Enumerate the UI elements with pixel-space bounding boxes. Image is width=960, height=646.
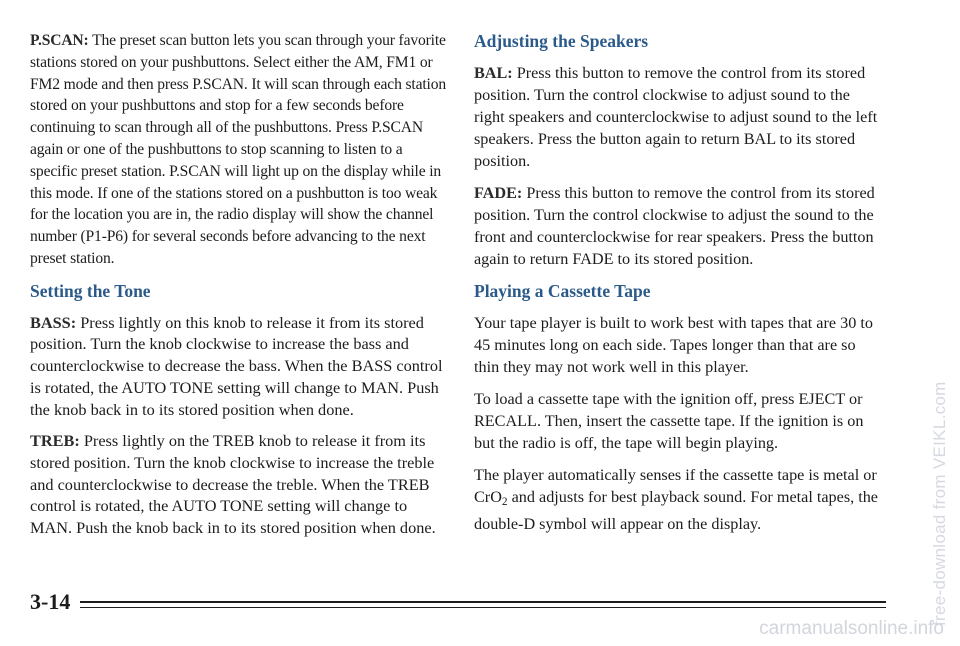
bottom-watermark: carmanualsonline.info: [759, 618, 944, 639]
right-column: [474, 30, 884, 545]
tone-heading: Setting the Tone: [30, 280, 151, 301]
bal-term: BAL:: [474, 64, 513, 82]
cassette-paragraph-2: To load a cassette tape with the ignition off, press EJECT or RECALL. Then, insert the cassette tape. If the ignition is on but the radio is off, the tape will begin playing.: [474, 390, 864, 452]
cassette-heading: Playing a Cassette Tape: [474, 281, 651, 301]
treb-term: TREB:: [30, 431, 80, 451]
fade-text: Press this button to remove the control from its stored position. Turn the control clockwise to adjust the sound to the front and counterclockwise for rear speakers. Press the button again to return FADE to its stored position.: [474, 184, 875, 268]
pscan-text: The preset scan button lets you scan through your favorite stations stored on your pushbuttons. Select either the AM, FM1 or FM2 mode and then press P.SCAN. It will scan through each station stored on your pushbuttons and stop for a few seconds before continuing to scan through all of the pushbuttons. Press P.SCAN again or one of the pushbuttons to stop scanning to listen to a specific preset station. P.SCAN will light up on the display while in this mode. If one of the stations stored on a pushbutton is too weak for the location you are in, the radio display will show the channel number (P1-P6) for several seconds before advancing to the next preset station.: [30, 32, 447, 267]
cassette-paragraph-1: Your tape player is built to work best with tapes that are 30 to 45 minutes long on each side. Tapes longer than that are so thin they may not work well in this player.: [474, 314, 873, 376]
treb-text: Press lightly on the TREB knob to release it from its stored position. Turn the knob clockwise to increase the treble and counterclockwise to decrease the treble. When the TREB control is rotated, the AUTO TONE setting will change to MAN. Push the knob back in to its stored position when done.: [30, 431, 436, 538]
fade-term: FADE:: [474, 184, 523, 202]
footer-rule-thick: [80, 601, 886, 603]
bass-text: Press lightly on this knob to release it from its stored position. Turn the knob clockwise to increase the bass and counterclockwise to decrease the bass. When the BASS control is rotated, the AUTO TONE setting will change to MAN. Push the knob back in to its stored position when done.: [30, 312, 443, 419]
bass-term: BASS:: [30, 312, 77, 332]
footer-rule-thin: [80, 607, 886, 608]
bass-paragraph: [30, 312, 450, 421]
speakers-heading: Adjusting the Speakers: [474, 31, 649, 51]
pscan-paragraph: [30, 30, 450, 270]
cassette-text-after: and adjusts for best playback sound. For metal tapes, the double-D symbol will appear on the display.: [474, 488, 878, 533]
bal-text: Press this button to remove the control from its stored position. Turn the control clockwise to adjust sound to the right speakers and counterclockwise to adjust sound to the left speakers. Press the button again to return BAL to its stored position.: [474, 64, 878, 170]
fade-paragraph: [474, 182, 884, 270]
treb-paragraph: [30, 430, 450, 539]
left-column: [30, 30, 450, 549]
side-watermark: free-download from VEIKL.com: [930, 381, 949, 626]
cassette-paragraph-3: [474, 464, 884, 535]
pscan-term: P.SCAN:: [30, 32, 89, 49]
page-number: 3-14: [30, 589, 71, 614]
bal-paragraph: [474, 62, 884, 172]
cassette-text-before: The player automatically senses if the cassette tape is metal or CrO: [474, 466, 877, 506]
cro2-subscript: 2: [501, 496, 508, 508]
page-footer: [30, 589, 886, 615]
